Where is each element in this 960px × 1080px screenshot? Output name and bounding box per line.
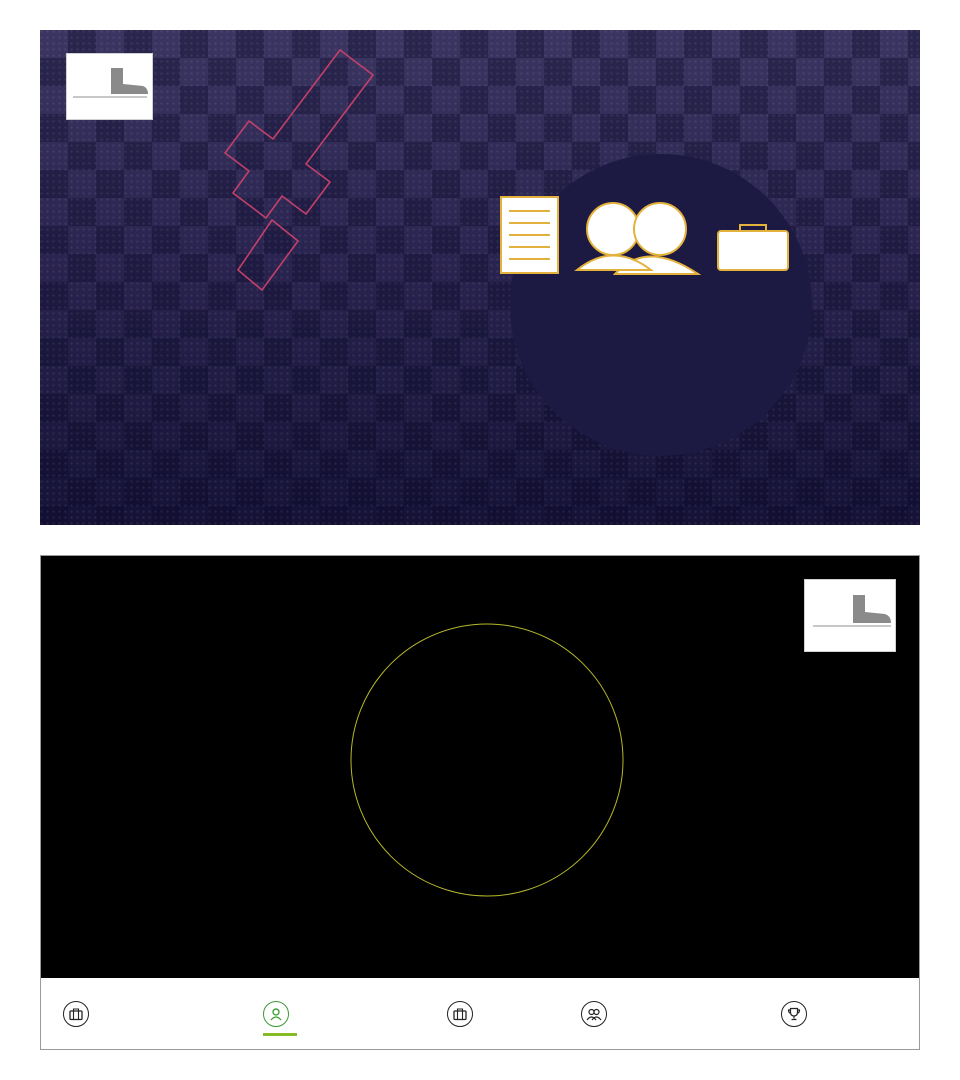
nav-item-honorees[interactable] [781, 978, 815, 1049]
bottom-navigation [41, 978, 919, 1049]
briefcase-icon [447, 1001, 473, 1027]
nav-item-women-in-manufacturing[interactable] [63, 978, 192, 1049]
trophy-icon [781, 1001, 807, 1027]
top-banner [40, 30, 920, 525]
topic-wheel [40, 30, 920, 525]
nav-item-next-rosies[interactable] [263, 978, 297, 1049]
briefcase-icon [63, 1001, 89, 1027]
topic-wheel [41, 556, 920, 976]
nav-item-lead-in[interactable] [447, 978, 481, 1049]
people-icon [581, 1001, 607, 1027]
nav-item-step-ahead-impact[interactable] [581, 978, 615, 1049]
document-icon [501, 197, 558, 273]
person-icon [263, 1001, 289, 1027]
bottom-banner [40, 555, 920, 1050]
active-tab-indicator [263, 1033, 297, 1036]
briefcase-icon [718, 225, 788, 270]
